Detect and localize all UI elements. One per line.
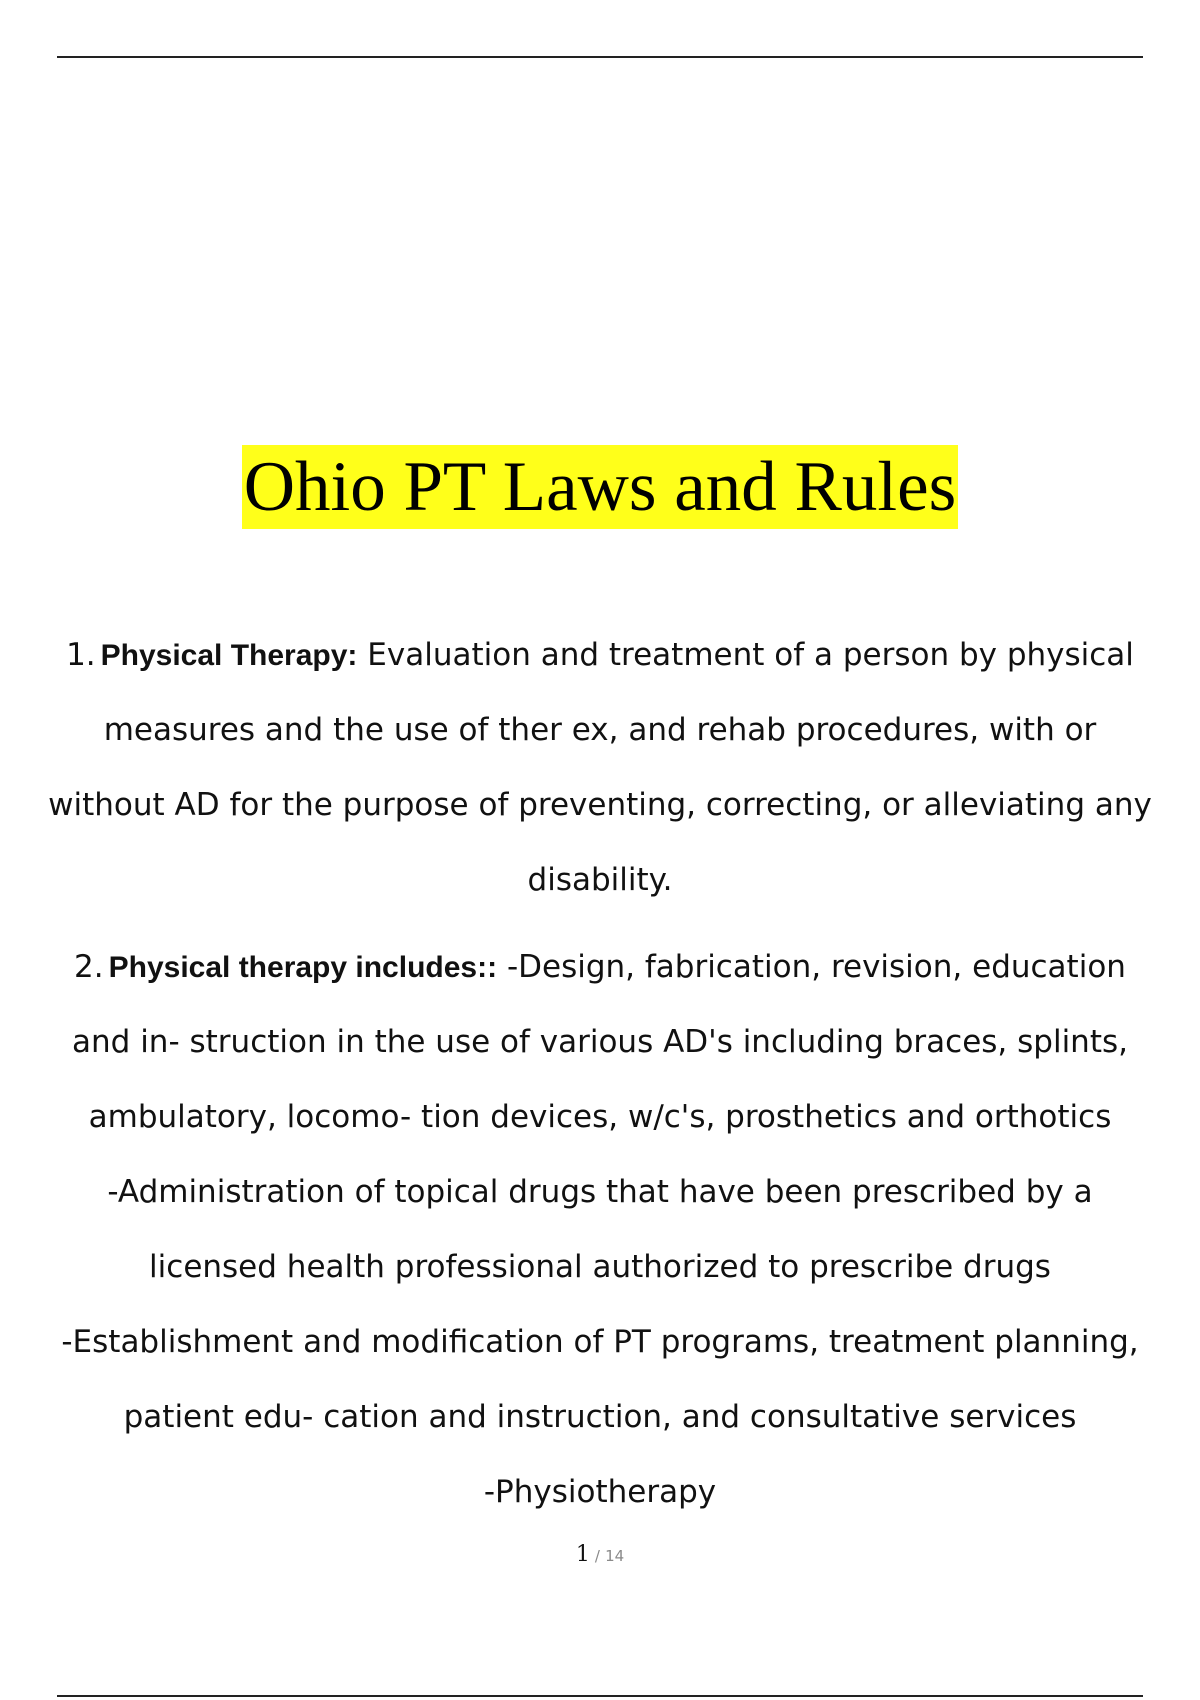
item-text: licensed health professional authorized to prescribe drugs: [149, 1249, 1051, 1285]
page-separator: /: [594, 1547, 600, 1565]
item-text: Evaluation and treatment of a person by physical: [367, 637, 1134, 673]
item-text: without AD for the purpose of preventing, correcting, or alleviating any: [48, 787, 1152, 823]
item-term: Physical Therapy:: [100, 639, 358, 672]
item-number: 2.: [74, 949, 104, 985]
list-item: [40, 618, 1160, 918]
item-text: measures and the use of ther ex, and rehab procedures, with or: [103, 712, 1097, 748]
item-first-line: [40, 618, 1160, 693]
item-number: 1.: [66, 637, 96, 673]
list-item: [40, 930, 1160, 1530]
document-title: Ohio PT Laws and Rules: [242, 445, 959, 529]
document-body: [40, 618, 1160, 1530]
current-page-number: 1: [575, 1542, 590, 1567]
item-text: -Design, fabrication, revision, education: [506, 949, 1126, 985]
item-text: disability.: [527, 862, 673, 898]
item-term: Physical therapy includes::: [108, 951, 498, 984]
item-text: patient edu- cation and instruction, and consultative services: [123, 1399, 1077, 1435]
page-indicator: [0, 1540, 1200, 1571]
item-first-line: [40, 930, 1160, 1005]
bottom-rule: [57, 1695, 1143, 1697]
item-text: -Establishment and modification of PT programs, treatment planning,: [61, 1324, 1139, 1360]
title-block: [0, 445, 1200, 529]
item-text: -Administration of topical drugs that have been prescribed by a: [107, 1174, 1093, 1210]
item-text: and in- struction in the use of various AD's including braces, splints,: [72, 1024, 1128, 1060]
top-rule: [57, 56, 1143, 58]
item-text: ambulatory, locomo- tion devices, w/c's, prosthetics and orthotics: [88, 1099, 1112, 1135]
item-text: -Physiotherapy: [483, 1474, 717, 1510]
total-pages: 14: [605, 1547, 625, 1565]
